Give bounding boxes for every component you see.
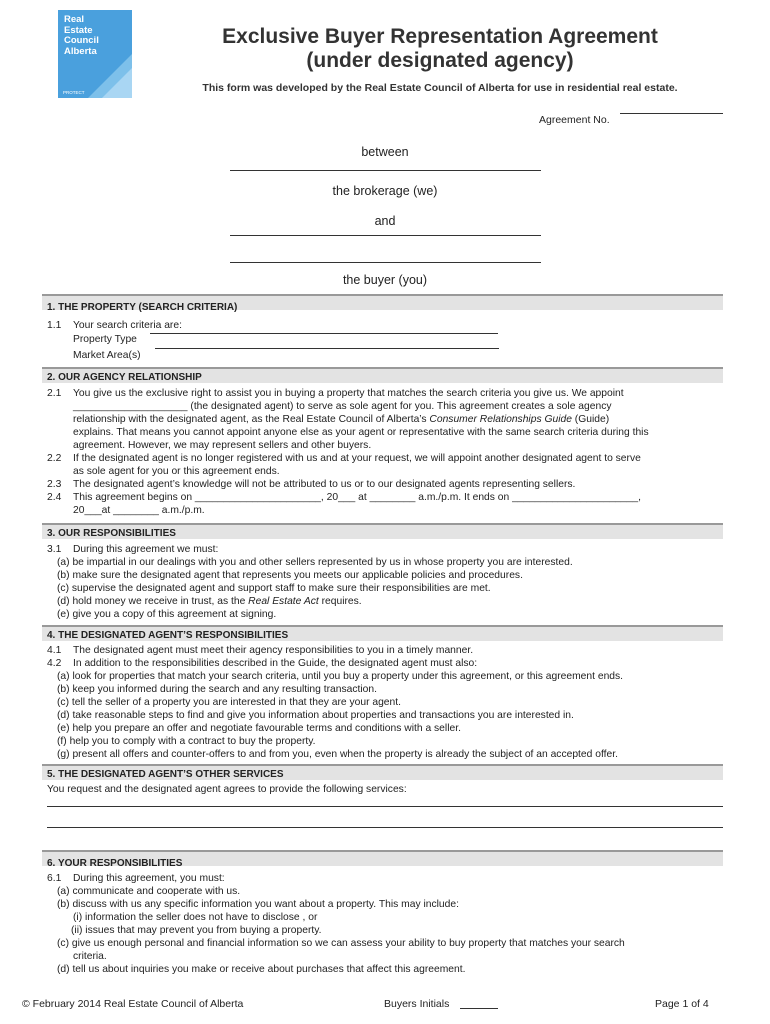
market-area-label: Market Area(s): [73, 350, 141, 361]
buyer-field-2[interactable]: [230, 262, 541, 263]
text-span: relationship with the designated agent, as the Real Estate Council of Alberta’s: [73, 414, 430, 425]
text-span: requires.: [318, 596, 362, 607]
brokerage-label: the brokerage (we): [332, 184, 438, 198]
clause-text: You request and the designated agent agrees to provide the following services:: [47, 784, 407, 795]
and-label: and: [374, 214, 396, 228]
clause-text: The designated agent’s knowledge will not be attributed to us or to our designated agents representing sellers.: [73, 479, 576, 490]
agreement-no-label: Agreement No.: [539, 114, 610, 126]
clause-item: criteria.: [73, 951, 107, 962]
clause-item: (g) present all offers and counter-offers to and from you, even when the property is already the subject of an accepted offer.: [57, 749, 618, 760]
clause-number: 2.3: [47, 479, 62, 490]
clause-item: (c) supervise the designated agent and support staff to make sure their responsibilities are met.: [57, 583, 491, 594]
clause-number: 1.1: [47, 320, 62, 331]
clause-number: 2.4: [47, 492, 62, 503]
clause-text: You give us the exclusive right to assist you in buying a property that matches the search criteria you give us. We appoint: [73, 388, 624, 399]
page-number: Page 1 of 4: [655, 998, 709, 1010]
buyer-field-1[interactable]: [230, 235, 541, 236]
clause-text: 20___at ________ a.m./p.m.: [73, 505, 205, 516]
logo-line: Council: [64, 35, 99, 46]
clause-number: 4.1: [47, 645, 62, 656]
clause-text: explains. That means you cannot appoint anyone else as your agent or representative with the same search criteria during this: [73, 427, 649, 438]
clause-item: (c) tell the seller of a property you are interested in that they are your agent.: [57, 697, 401, 708]
clause-item: (d) tell us about inquiries you make or receive about purchases that affect this agreement.: [57, 964, 466, 975]
services-field-2[interactable]: [47, 827, 723, 828]
clause-item: (e) give you a copy of this agreement at signing.: [57, 609, 277, 620]
logo-line: Real: [64, 14, 85, 25]
clause-text: The designated agent must meet their agency responsibilities to you in a timely manner.: [73, 645, 474, 656]
logo-line: Estate: [64, 24, 93, 36]
clause-text: as sole agent for you or this agreement ends.: [73, 466, 280, 477]
clause-text: agreement. However, we may represent sellers and other buyers.: [73, 440, 372, 451]
clause-text: If the designated agent is no longer registered with us and at your request, we will appoint another designated agent to serve: [73, 453, 641, 464]
clause-text: ____________________ (the designated agent) to serve as sole agent for you. This agreement creates a sole agency: [73, 401, 612, 412]
clause-item: (b) discuss with us any specific information you want about a property. This may include:: [57, 899, 459, 910]
clause-item: (f) help you to comply with a contract to buy the property.: [57, 736, 316, 747]
market-area-field[interactable]: [155, 348, 499, 349]
clause-item: (e) help you prepare an offer and negotiate favourable terms and conditions with a seller.: [57, 723, 461, 734]
clause-number: 2.1: [47, 388, 62, 399]
buyers-initials-field[interactable]: [460, 1008, 498, 1009]
clause-item: (a) communicate and cooperate with us.: [57, 886, 241, 897]
clause-item: (b) make sure the designated agent that represents you meets our applicable policies and procedures.: [57, 570, 523, 581]
section-2-heading: 2. OUR AGENCY RELATIONSHIP: [47, 372, 202, 383]
buyers-initials-label: Buyers Initials: [384, 998, 450, 1010]
clause-item: (d) take reasonable steps to find and give you information about properties and transactions you are interested in.: [57, 710, 574, 721]
agreement-no-field[interactable]: [620, 113, 723, 114]
clause-number: 4.2: [47, 658, 62, 669]
clause-number: 3.1: [47, 544, 62, 555]
logo-pattern-icon: [88, 54, 132, 98]
clause-text: During this agreement, you must:: [73, 873, 225, 884]
clause-text: This agreement begins on ______________________, 20___ at ________ a.m./p.m. It ends on ______________________,: [73, 492, 641, 503]
text-span: (Guide): [571, 414, 610, 425]
section-5-heading: 5. THE DESIGNATED AGENT’S OTHER SERVICES: [47, 769, 284, 780]
clause-number: 6.1: [47, 873, 62, 884]
guide-title: Consumer Relationships Guide: [429, 414, 572, 425]
property-type-field[interactable]: [150, 333, 498, 334]
clause-text: [73, 413, 609, 426]
clause-subitem: (ii) issues that may prevent you from buying a property.: [71, 925, 322, 936]
between-label: between: [361, 145, 409, 159]
section-1-heading: 1. THE PROPERTY (SEARCH CRITERIA): [47, 302, 238, 313]
clause-subitem: (i) information the seller does not have to disclose , or: [73, 912, 318, 923]
clause-item: (a) be impartial in our dealings with you and other sellers represented by us in whose property you are interested.: [57, 557, 573, 568]
title-line-2: (under designated agency): [306, 49, 574, 72]
section-4-heading: 4. THE DESIGNATED AGENT’S RESPONSIBILITIES: [47, 630, 289, 641]
clause-text: During this agreement we must:: [73, 544, 219, 555]
brokerage-field[interactable]: [230, 170, 541, 171]
act-title: Real Estate Act: [248, 596, 319, 607]
logo-small-text: PROTECT: [63, 90, 85, 95]
title-line-1: Exclusive Buyer Representation Agreement: [222, 25, 658, 48]
logo-text: [64, 15, 99, 57]
buyer-label: the buyer (you): [342, 273, 428, 287]
section-6-heading: 6. YOUR RESPONSIBILITIES: [47, 858, 183, 869]
clause-number: 2.2: [47, 453, 62, 464]
section-3-heading: 3. OUR RESPONSIBILITIES: [47, 528, 176, 539]
property-type-label: Property Type: [73, 334, 137, 345]
services-field-1[interactable]: [47, 806, 723, 807]
footer-copyright: © February 2014 Real Estate Council of Alberta: [22, 998, 244, 1010]
clause-item: (c) give us enough personal and financial information so we can assess your ability to buy property that matches your search: [57, 938, 625, 949]
text-span: (d) hold money we receive in trust, as the: [57, 596, 249, 607]
clause-text: In addition to the responsibilities described in the Guide, the designated agent must also:: [73, 658, 478, 669]
clause-item: (b) keep you informed during the search and any resulting transaction.: [57, 684, 377, 695]
clause-item: [57, 595, 362, 608]
clause-text: Your search criteria are:: [73, 320, 182, 331]
reca-logo: [58, 10, 132, 98]
subtitle: This form was developed by the Real Estate Council of Alberta for use in residential real estate.: [202, 82, 678, 94]
clause-item: (a) look for properties that match your search criteria, until you buy a property under this agreement, or this agreement ends.: [57, 671, 624, 682]
logo-line: Alberta: [64, 45, 97, 57]
